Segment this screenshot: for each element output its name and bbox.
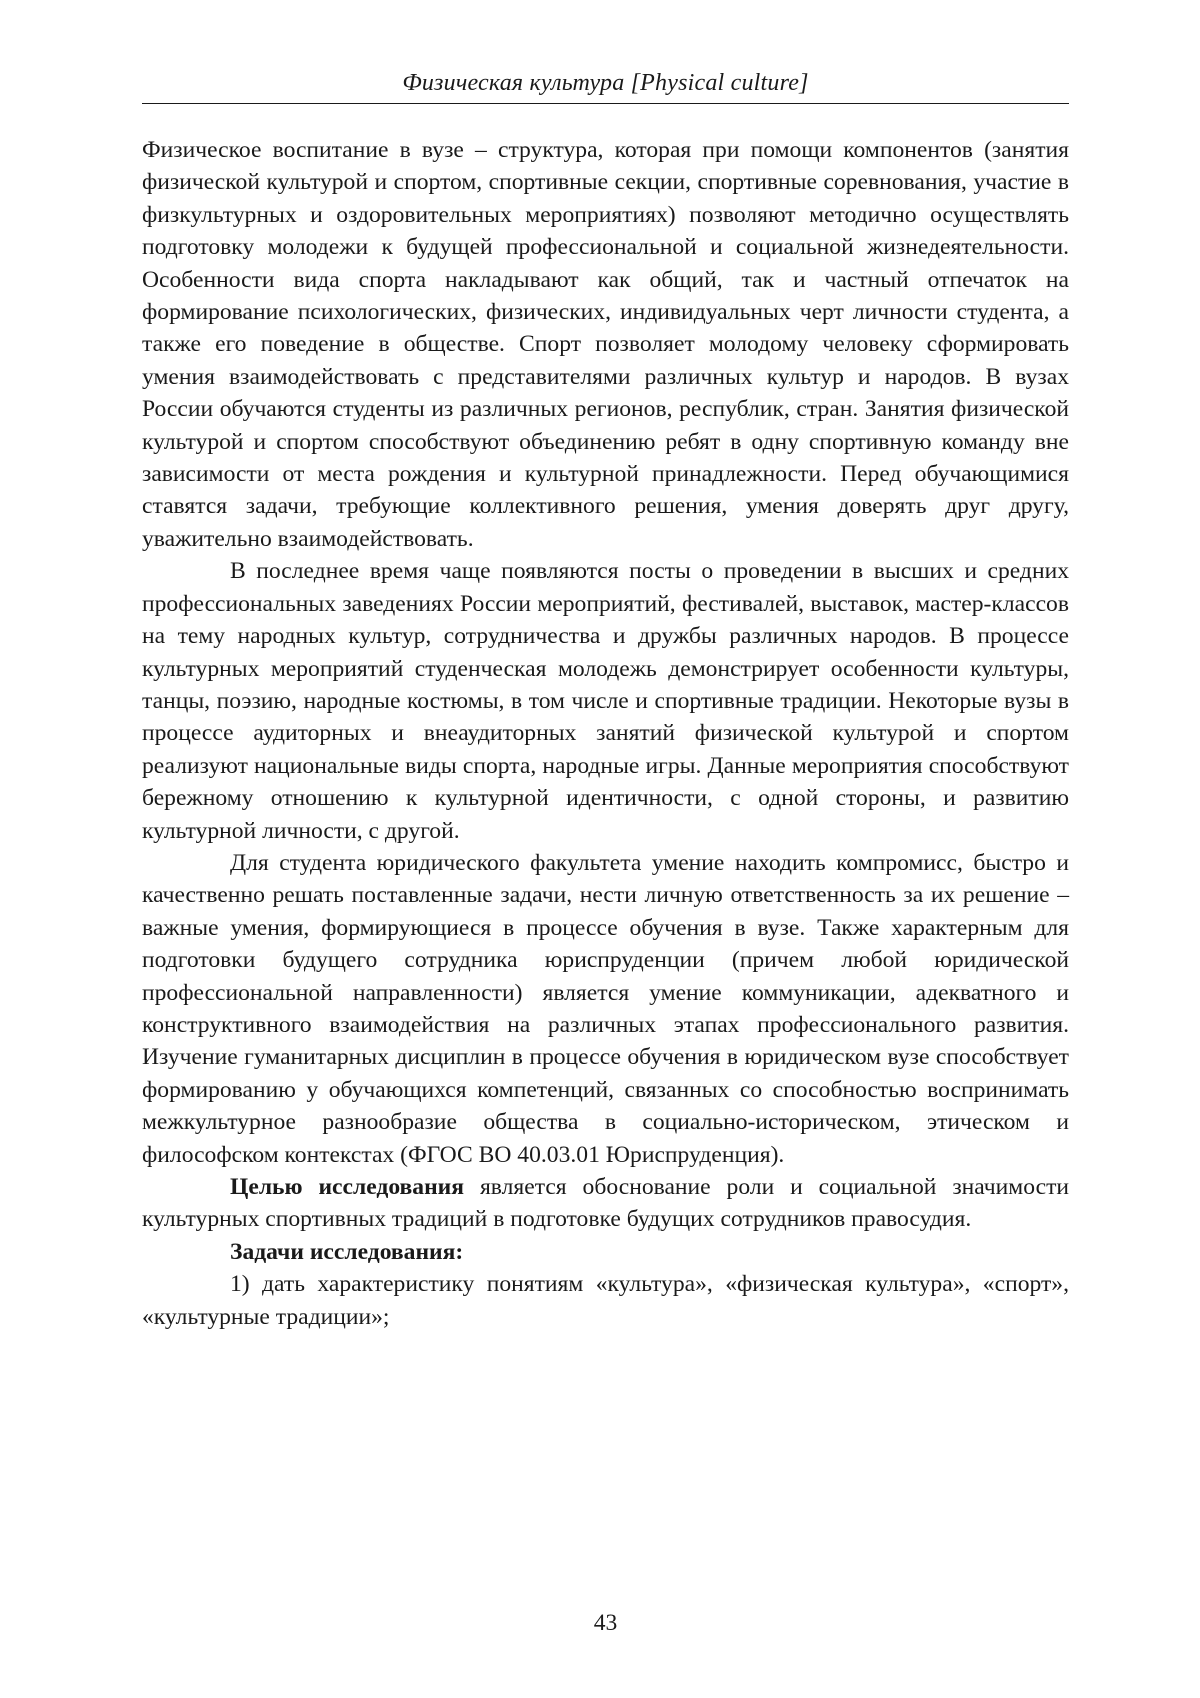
page-number: 43 — [593, 1610, 618, 1636]
paragraph-2: В последнее время чаще появляются посты о проведении в высших и средних профессиональных заведениях России мероприятий, фестивалей, выставок, мастер-классов на тему народных культур, сотрудничества и дружбы различных народов. В процессе культурных мероприятий студенческая молодежь демонстрирует особенности культуры, танцы, поэзию, народные костюмы, в том числе и спортивные традиции. Некоторые вузы в процессе аудиторных и внеаудиторных занятий физической культурой и спортом реализуют национальные виды спорта, народные игры. Данные мероприятия способствуют бережному отношению к культурной идентичности, с одной стороны, и развитию культурной личности, с другой. — [142, 558, 1069, 844]
tasks-heading-label: Задачи исследования: — [230, 1238, 464, 1265]
page-body — [142, 134, 1069, 1333]
research-goal-text: является обоснование роли и социальной значимости культурных спортивных традиций в подготовке будущих сотрудников правосудия. — [142, 1174, 1070, 1233]
research-goal-label: Целью исследования — [230, 1174, 465, 1200]
paragraph-1: Физическое воспитание в вузе – структура, которая при помощи компонентов (занятия физической культурой и спортом, спортивные секции, спортивные соревнования, участие в физкультурных и оздоровительных мероприятиях) позволяют методично осуществлять подготовку молодежи к будущей профессиональной и социальной жизнедеятельности. Особенности вида спорта накладывают как общий, так и частный отпечаток на формирование психологических, физических, индивидуальных черт личности студента, а также его поведение в обществе. Спорт позволяет молодому человеку сформировать умения взаимодействовать с представителями различных культур и народов. В вузах России обучаются студенты из различных регионов, республик, стран. Занятия физической культурой и спортом способствуют объединению ребят в одну спортивную команду вне зависимости от места рождения и культурной принадлежности. Перед обучающимися ставятся задачи, требующие коллективного решения, умения доверять друг другу, уважительно взаимодействовать. — [142, 137, 1069, 552]
running-header: Физическая культура [Physical culture] — [402, 70, 809, 96]
paragraph-research-goal — [142, 1171, 1069, 1236]
header-divider — [142, 103, 1069, 104]
paragraph-3: Для студента юридического факультета умение находить компромисс, быстро и качественно решать поставленные задачи, нести личную ответственность за их решение – важные умения, формирующиеся в процессе обучения в вузе. Также характерным для подготовки будущего сотрудника юриспруденции (причем любой юридической профессиональной направленности) является умение коммуникации, адекватного и конструктивного взаимодействия на различных этапах профессионального развития. Изучение гуманитарных дисциплин в процессе обучения в юридическом вузе способствует формированию у обучающихся компетенций, связанных со способностью воспринимать межкультурное разнообразие общества в социально-историческом, этическом и философском контекстах (ФГОС ВО 40.03.01 Юриспруденция). — [142, 849, 1069, 1168]
task-item-1: 1) дать характеристику понятиям «культура», «физическая культура», «спорт», «культурные традиции»; — [142, 1271, 1069, 1330]
tasks-heading — [142, 1236, 1069, 1268]
